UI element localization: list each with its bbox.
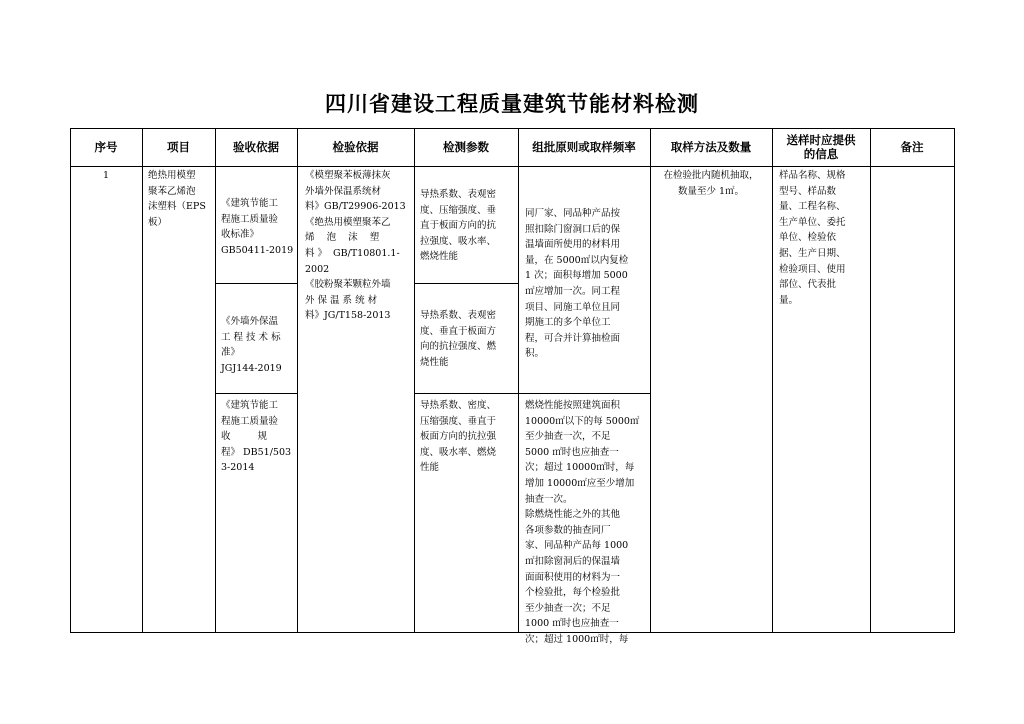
cell-acceptance-basis-2: 《外墙外保温 工 程 技 术 标 准》 JGJ144-2019 <box>221 316 282 374</box>
cell-required-info: 样品名称、规格 型号、样品数 量、工程名称、 生产单位、委托 单位、检验依 据、生产日期、 检验项目、使用 部位、代表批 量。 <box>779 170 846 306</box>
cell-test-params-2: 导热系数、表观密 度、垂直于板面方 向的抗拉强度、燃 烧性能 <box>420 310 497 368</box>
cell-batch-principle-1: 同厂家、同品种产品按 照扣除门窗洞口后的保 温墙面所使用的材料用 量，在 5000㎡以内复检 1 次；面积每增加 5000 ㎡应增加一次。同工程 项目、同施工单位且同 期施工的多个单位工 程，可合并计算抽检面 积。 <box>525 208 629 360</box>
page-title: 四川省建设工程质量建筑节能材料检测 <box>325 92 699 116</box>
header-inspection-basis: 检验依据 <box>332 140 379 154</box>
header-remarks: 备注 <box>900 140 924 154</box>
cell-serial-no: 1 <box>102 170 110 181</box>
header-test-parameters: 检测参数 <box>443 140 489 154</box>
cell-test-params-3: 导热系数、密度、 压缩强度、垂直于 板面方向的抗拉强 度、吸水率、燃烧 性能 <box>420 400 497 474</box>
cell-acceptance-basis-3: 《建筑节能工 程施工质量验 收 规 程》 DB51/503 3-2014 <box>221 400 292 474</box>
cell-test-params-1: 导热系数、表观密 度、压缩强度、垂 直于板面方向的抗 拉强度、吸水率、 燃烧性能 <box>420 189 497 263</box>
cell-acceptance-basis-1: 《建筑节能工 程施工质量验 收标准》 GB50411-2019 <box>221 198 294 256</box>
cell-batch-principle-2: 燃烧性能按照建筑面积 10000㎡以下的每 5000㎡ 至少抽查一次，不足 5000 ㎡时也应抽查一 次；超过 10000㎡时，每 增加 10000㎡应至少增加 抽查一次。 除燃烧性能之外的其他 各项参数的抽查同厂 家、同品种产品每 1000 ㎡扣除窗洞后的保温墙 面面积使用的材料为一 个检验批，每个检验批 至少抽查一次；不足 1000 ㎡时也应抽查一 次；超过 1000㎡时，每 <box>525 400 640 645</box>
header-acceptance-basis: 验收依据 <box>233 140 279 154</box>
cell-item: 绝热用模塑 聚苯乙烯泡 沫塑料（EPS 板） <box>148 170 206 228</box>
header-batch-principle: 组批原则或取样频率 <box>532 140 636 154</box>
cell-sampling-method: 在检验批内随机抽取， 数量至少 1㎡。 <box>663 170 759 197</box>
cell-inspection-basis: 《模塑聚苯板薄抹灰 外墙外保温系统材 料》GB/T29906-2013 《绝热用模塑聚苯乙 烯 泡 沫 塑 料 》 GB/T10801.1- 2002 《胶粉聚苯颗粒外墙 外 保 温 系 统 材 料》JG/T158-2013 <box>305 170 406 322</box>
header-serial-no: 序号 <box>94 140 118 154</box>
header-sampling-method: 取样方法及数量 <box>670 140 752 154</box>
header-item: 项目 <box>167 140 190 154</box>
header-required-info: 送样时应提供 的信息 <box>786 133 856 161</box>
